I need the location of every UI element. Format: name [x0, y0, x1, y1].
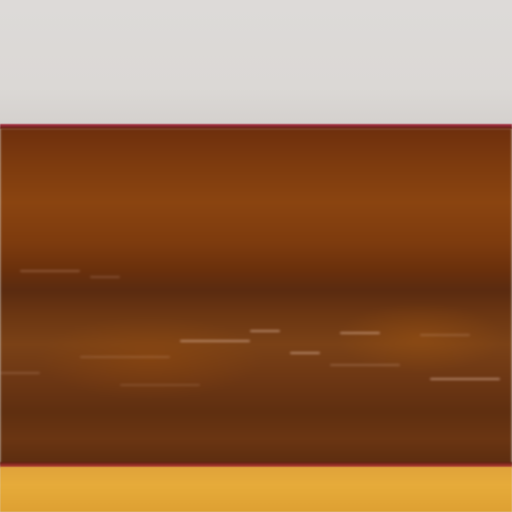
light-streak	[90, 276, 120, 278]
light-streak	[20, 270, 80, 272]
background-wall	[0, 0, 512, 126]
light-streak	[180, 340, 250, 342]
light-streak	[340, 332, 380, 334]
light-streak	[420, 334, 470, 336]
light-streak	[120, 384, 200, 386]
light-streak	[250, 330, 280, 332]
wooden-surface	[0, 128, 512, 466]
light-streak	[430, 378, 500, 380]
light-streak	[330, 364, 400, 366]
light-streak	[80, 356, 170, 358]
light-streak	[0, 372, 40, 374]
light-streak	[290, 352, 320, 354]
yellow-base	[0, 467, 512, 512]
